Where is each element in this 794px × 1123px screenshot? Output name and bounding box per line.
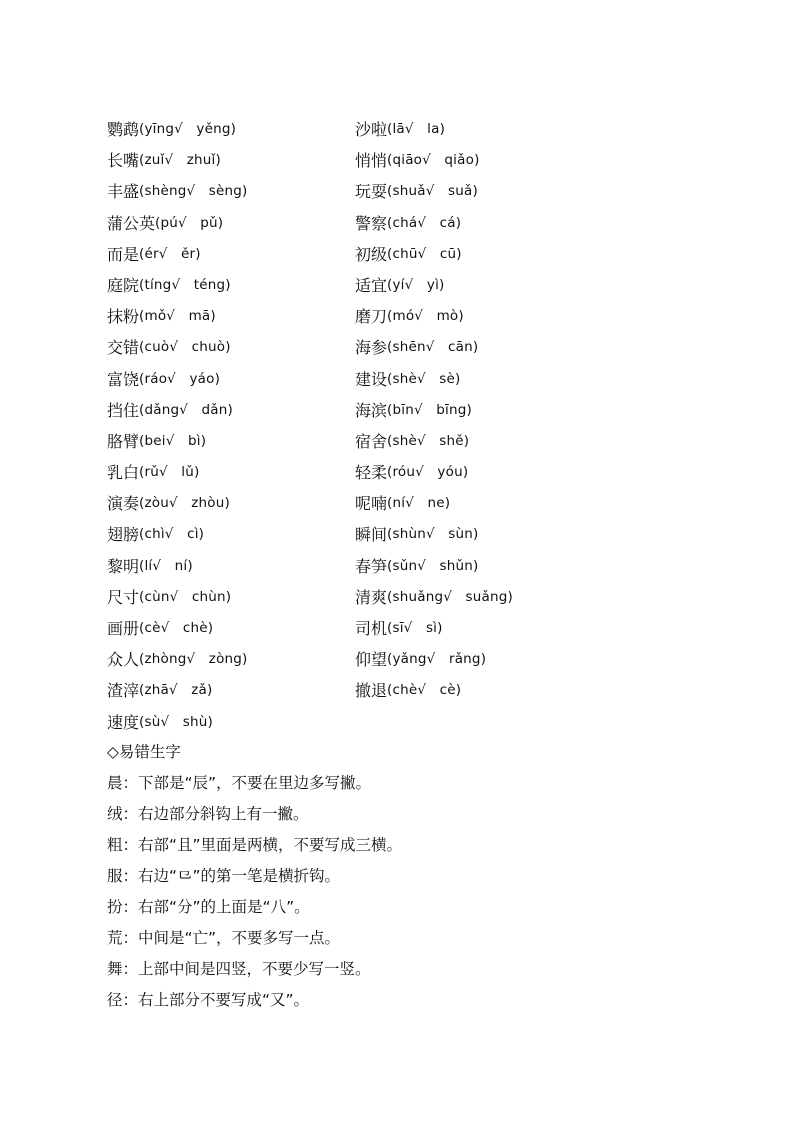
vocab-word: 春笋	[355, 556, 388, 576]
vocab-item	[355, 426, 615, 457]
vocab-item	[355, 176, 615, 207]
vocab-pinyin: (yí√ yì)	[387, 276, 445, 293]
vocab-pinyin: (sǔn√ shǔn)	[387, 557, 479, 574]
vocab-item	[107, 426, 355, 457]
vocab-word: 速度	[107, 712, 140, 732]
vocab-word: 清爽	[355, 587, 388, 607]
vocab-pinyin: (shēn√ cān)	[387, 339, 479, 356]
vocab-word: 黎明	[107, 556, 140, 576]
vocab-item	[355, 208, 615, 239]
vocab-word: 渣滓	[107, 681, 140, 701]
vocab-item	[355, 114, 615, 145]
note-line: 舞：上部中间是四竖，不要少写一竖。	[107, 960, 371, 978]
vocab-item	[107, 176, 355, 207]
vocab-pinyin: (zhòng√ zòng)	[139, 651, 248, 668]
vocab-word: 蒲公英	[107, 213, 156, 233]
vocab-pinyin: (bei√ bì)	[139, 432, 207, 449]
vocab-word: 仰望	[355, 650, 388, 670]
vocab-word: 挡住	[107, 400, 140, 420]
note-line: 晨：下部是“辰”，不要在里边多写撇。	[107, 774, 372, 792]
vocab-pinyin: (rǔ√ lǔ)	[139, 464, 200, 481]
vocab-item	[355, 301, 615, 332]
vocab-pinyin: (sī√ sì)	[387, 620, 443, 636]
vocab-item	[107, 270, 355, 301]
vocab-item	[107, 613, 355, 644]
vocab-word: 抹粉	[107, 307, 140, 327]
vocab-item	[107, 644, 355, 675]
vocab-pinyin: (chū√ cū)	[387, 245, 462, 262]
vocab-item	[355, 519, 615, 550]
vocab-item	[355, 675, 615, 706]
vocab-pinyin: (yǎng√ rǎng)	[387, 651, 487, 668]
vocab-item	[107, 675, 355, 706]
vocab-item	[355, 613, 615, 644]
vocab-pinyin: (shùn√ sùn)	[387, 526, 479, 543]
section-heading: ◇易错生字	[107, 743, 181, 761]
vocab-pinyin: (chì√ cì)	[139, 526, 205, 543]
vocab-item	[355, 395, 615, 426]
vocab-item	[107, 707, 355, 738]
vocab-pinyin: (sù√ shù)	[139, 713, 213, 730]
vocab-pinyin: (ní√ ne)	[387, 495, 451, 512]
vocab-word: 瞬间	[355, 525, 388, 545]
note-line: 绒：右边部分斜钩上有一撇。	[107, 805, 309, 823]
vocab-word: 而是	[107, 244, 140, 264]
vocab-word: 鹦鹉	[107, 120, 140, 139]
vocab-word: 胳臂	[107, 431, 140, 451]
vocab-item	[107, 301, 355, 332]
vocab-pinyin: (shè√ sè)	[387, 370, 461, 387]
vocab-word: 沙啦	[355, 120, 388, 139]
note-line: 荒：中间是“亡”，不要多写一点。	[107, 929, 341, 947]
vocab-item	[107, 239, 355, 270]
vocab-pinyin: (shuǎ√ suǎ)	[387, 183, 478, 200]
vocab-word: 众人	[107, 650, 140, 670]
vocab-item	[355, 239, 615, 270]
vocab-pinyin: (cè√ chè)	[139, 620, 214, 636]
vocab-word: 初级	[355, 244, 388, 264]
vocab-word: 演奏	[107, 494, 140, 514]
vocab-word: 轻柔	[355, 463, 388, 483]
vocab-word: 建设	[355, 369, 388, 389]
vocab-pinyin: (cùn√ chùn)	[139, 588, 232, 605]
vocab-item	[107, 208, 355, 239]
vocab-word: 翅膀	[107, 525, 140, 545]
vocab-item	[355, 488, 615, 519]
vocab-item	[355, 145, 615, 176]
vocab-pinyin: (chá√ cá)	[387, 214, 462, 231]
note-line: 粗：右部“且”里面是两横，不要写成三横。	[107, 836, 403, 854]
vocab-item	[107, 551, 355, 582]
vocab-word: 富饶	[107, 369, 140, 389]
vocab-pinyin: (zhā√ zǎ)	[139, 682, 213, 699]
vocab-word: 玩耍	[355, 182, 388, 202]
vocab-item	[107, 395, 355, 426]
vocab-pinyin: (pú√ pǔ)	[155, 214, 224, 231]
vocab-word: 悄悄	[355, 151, 388, 171]
vocab-word: 画册	[107, 619, 140, 638]
vocab-pinyin: (shèng√ sèng)	[139, 183, 248, 200]
pinyin-vocab-list	[107, 114, 615, 738]
vocab-pinyin: (tíng√ téng)	[139, 276, 231, 293]
vocab-item	[355, 551, 615, 582]
vocab-pinyin: (zuǐ√ zhuǐ)	[139, 152, 221, 169]
vocab-word: 交错	[107, 338, 140, 358]
vocab-word: 海滨	[355, 400, 388, 420]
vocab-pinyin: (lā√ la)	[387, 121, 446, 137]
vocab-item	[107, 582, 355, 613]
vocab-word: 宿舍	[355, 431, 388, 451]
vocab-pinyin: (mó√ mò)	[387, 308, 464, 325]
note-line: 服：右边“⺋”的第一笔是横折钩。	[107, 867, 341, 885]
vocab-item	[355, 582, 615, 613]
vocab-word: 适宜	[355, 275, 388, 295]
error-prone-characters-section	[107, 737, 402, 1016]
vocab-item	[107, 519, 355, 550]
vocab-item	[355, 270, 615, 301]
vocab-word: 磨刀	[355, 307, 388, 327]
vocab-pinyin: (yīng√ yěng)	[139, 121, 237, 137]
vocab-item	[107, 364, 355, 395]
note-line: 径：右上部分不要写成“又”。	[107, 991, 310, 1009]
vocab-pinyin: (ráo√ yáo)	[139, 370, 221, 387]
vocab-item	[107, 457, 355, 488]
vocab-pinyin: (qiāo√ qiǎo)	[387, 152, 480, 169]
vocab-word: 尺寸	[107, 587, 140, 607]
vocab-pinyin: (chè√ cè)	[387, 682, 462, 699]
vocab-pinyin: (bīn√ bīng)	[387, 401, 472, 418]
vocab-word: 警察	[355, 213, 388, 233]
vocab-word: 乳白	[107, 463, 140, 483]
vocab-item	[107, 114, 355, 145]
vocab-item	[355, 332, 615, 363]
vocab-item	[355, 457, 615, 488]
vocab-item	[355, 644, 615, 675]
note-line: 扮：右部“分”的上面是“八”。	[107, 898, 310, 916]
vocab-pinyin: (ér√ ěr)	[139, 245, 201, 262]
vocab-item	[107, 332, 355, 363]
vocab-pinyin: (shè√ shě)	[387, 432, 470, 449]
vocab-word: 海参	[355, 338, 388, 358]
vocab-item	[355, 364, 615, 395]
vocab-item	[107, 145, 355, 176]
vocab-word: 呢喃	[355, 494, 388, 514]
vocab-word: 丰盛	[107, 182, 140, 202]
vocab-pinyin: (lí√ ní)	[139, 557, 193, 574]
vocab-word: 撤退	[355, 681, 388, 701]
vocab-pinyin: (dǎng√ dǎn)	[139, 401, 233, 418]
vocab-pinyin: (cuò√ chuò)	[139, 339, 231, 356]
vocab-word: 庭院	[107, 275, 140, 295]
vocab-word: 长嘴	[107, 151, 140, 171]
vocab-pinyin: (róu√ yóu)	[387, 464, 469, 481]
vocab-item	[107, 488, 355, 519]
vocab-pinyin: (shuǎng√ suǎng)	[387, 588, 513, 605]
vocab-word: 司机	[355, 619, 388, 638]
vocab-pinyin: (mǒ√ mā)	[139, 308, 216, 325]
vocab-pinyin: (zòu√ zhòu)	[139, 495, 230, 512]
